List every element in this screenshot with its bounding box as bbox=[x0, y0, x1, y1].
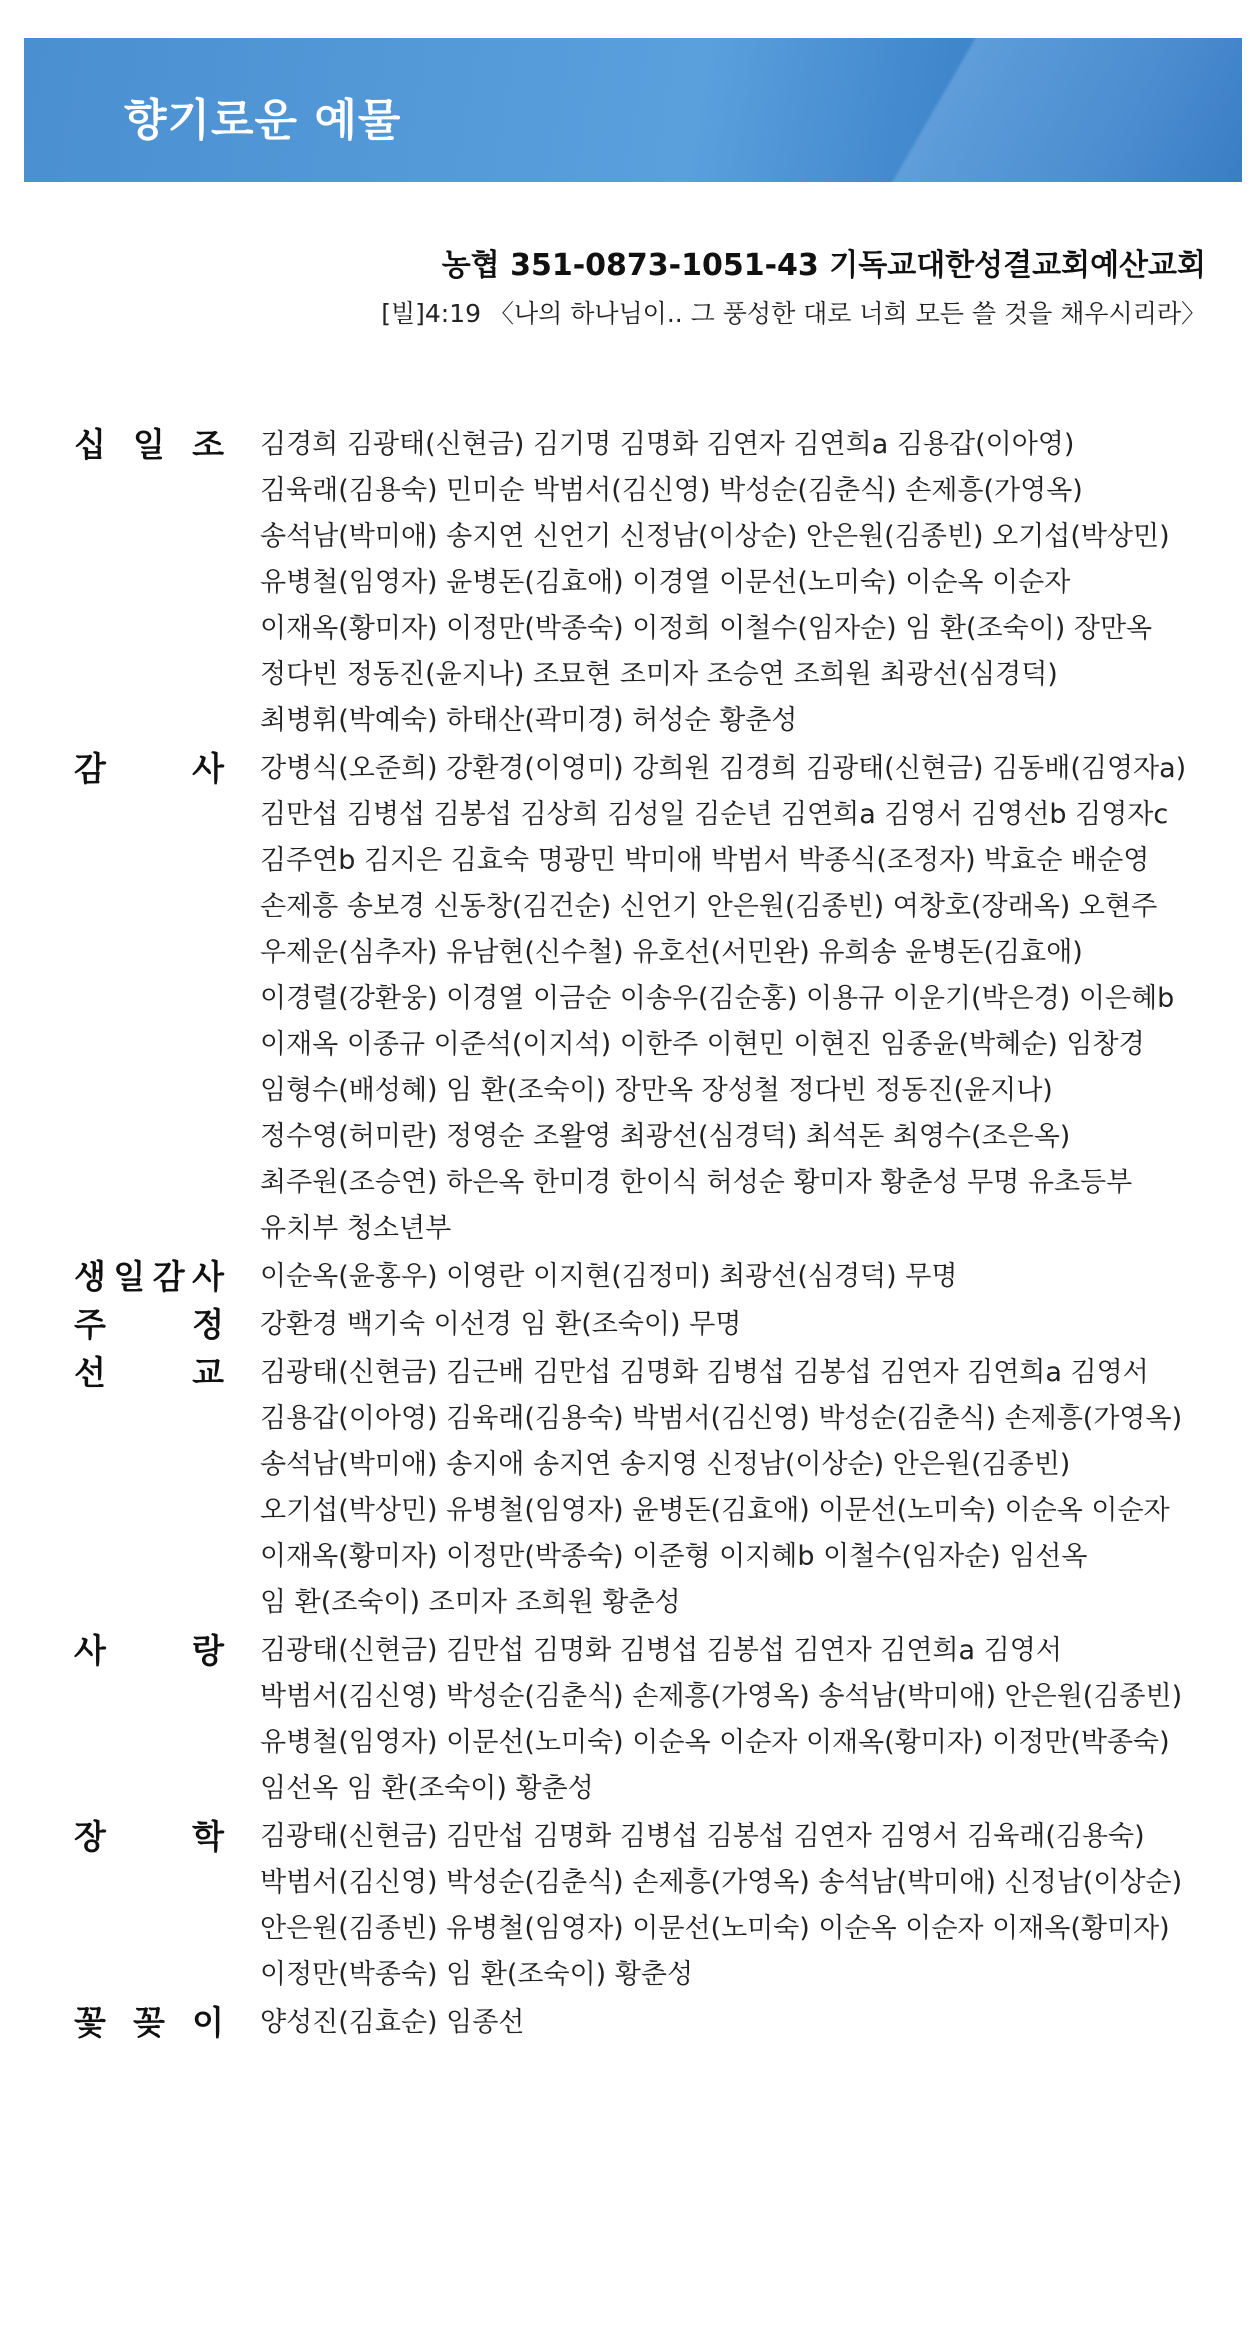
section-label-char: 일 bbox=[113, 1257, 146, 1296]
section-names: 이순옥(윤홍우) 이영란 이지현(김정미) 최광선(심경덕) 무명 bbox=[260, 1261, 958, 1292]
section-label-char: 이 bbox=[192, 2003, 224, 2042]
section-names: 김광태(신현금) 김만섭 김명화 김병섭 김봉섭 김연자 김영서 김육래(김용숙) 박범서(김신영) 박성순(김춘식) 손제흥(가영옥) 송석남(박미애) 신정남(이상순) 안은원(김종빈) 유병철(임영자) 이문선(노미숙) 이순옥 이순자 이재옥(황미자) 이정만(박종숙) 임 환(조숙이) 황춘성 bbox=[260, 1821, 1183, 1990]
section-label-char: 랑 bbox=[192, 1631, 224, 1670]
section-label-char: 십 bbox=[74, 425, 106, 464]
section-names: 김경희 김광태(신현금) 김기명 김명화 김연자 김연희a 김용갑(이아영) 김육래(김용숙) 민미순 박범서(김신영) 박성순(김춘식) 손제흥(가영옥) 송석남(박미애) 송지연 신언기 신정남(이상순) 안은원(김종빈) 오기섭(박상민) 유병철(임영자) 윤병돈(김효애) 이경열 이문선(노미숙) 이순옥 이순자 이재옥(황미자) 이정만(박종숙) 이정희 이철수(임자순) 임 환(조숙이) 장만옥 정다빈 정동진(윤지나) 조묘현 조미자 조승연 조희원 최광선(심경덕) 최병휘(박예숙) 하태산(곽미경) 허성순 황춘성 bbox=[260, 429, 1170, 736]
section-label-char: 장 bbox=[74, 1817, 106, 1856]
section-thanks bbox=[74, 746, 1194, 1252]
section-scholarship bbox=[74, 1814, 1194, 1998]
section-label-char: 일 bbox=[133, 425, 165, 464]
section-label-char: 정 bbox=[192, 1305, 224, 1344]
section-label-char: 꽃 bbox=[74, 2003, 106, 2042]
header-banner bbox=[24, 38, 1242, 182]
section-label-char: 사 bbox=[192, 749, 224, 788]
section-label-char: 감 bbox=[74, 749, 106, 788]
section-mission bbox=[74, 1350, 1194, 1626]
section-names: 강병식(오준희) 강환경(이영미) 강희원 김경희 김광태(신현금) 김동배(김영자a) 김만섭 김병섭 김봉섭 김상희 김성일 김순년 김연희a 김영서 김영선b 김영자c 김주연b 김지은 김효숙 명광민 박미애 박범서 박종식(조정자) 박효순 배순영 손제흥 송보경 신동창(김건순) 신언기 안은원(김종빈) 여창호(장래옥) 오현주 우제운(심추자) 유남현(신수철) 유호선(서민완) 유희송 윤병돈(김효애) 이경렬(강환웅) 이경열 이금순 이송우(김순홍) 이용규 이운기(박은경) 이은혜b 이재옥 이종규 이준석(이지석) 이한주 이현민 이현진 임종윤(박혜순) 임창경 임형수(배성혜) 임 환(조숙이) 장만옥 장성철 정다빈 정동진(윤지나) 정수영(허미란) 정영순 조왈영 최광선(심경덕) 최석돈 최영수(조은옥) 최주원(조승연) 하은옥 한미경 한이식 허성순 황미자 황춘성 무명 유초등부 유치부 청소년부 bbox=[260, 753, 1187, 1244]
section-names: 양성진(김효순) 임종선 bbox=[260, 2007, 525, 2038]
section-label-char: 사 bbox=[74, 1631, 106, 1670]
section-label-char: 교 bbox=[192, 1353, 224, 1392]
section-love bbox=[74, 1628, 1194, 1812]
offering-sections bbox=[74, 422, 1194, 2046]
section-label-char: 학 bbox=[192, 1817, 224, 1856]
section-label bbox=[74, 1302, 260, 1348]
section-weekly bbox=[74, 1302, 1194, 1348]
scripture-verse: [빌]4:19 〈나의 하나님이.. 그 풍성한 대로 너희 모든 쓸 것을 채우시리라〉 bbox=[381, 299, 1206, 328]
section-birthday-thanks bbox=[74, 1254, 1194, 1300]
section-label bbox=[74, 422, 260, 468]
section-label-char: 사 bbox=[192, 1257, 224, 1296]
section-tithe bbox=[74, 422, 1194, 744]
section-label-char: 감 bbox=[152, 1257, 185, 1296]
section-label-char: 조 bbox=[192, 425, 224, 464]
bank-account-line: 농협 351-0873-1051-43 기독교대한성결교회예산교회 bbox=[441, 248, 1206, 283]
section-label bbox=[74, 1254, 260, 1300]
section-names: 김광태(신현금) 김근배 김만섭 김명화 김병섭 김봉섭 김연자 김연희a 김영서 김용갑(이아영) 김육래(김용숙) 박범서(김신영) 박성순(김춘식) 손제흥(가영옥) 송석남(박미애) 송지애 송지연 송지영 신정남(이상순) 안은원(김종빈) 오기섭(박상민) 유병철(임영자) 윤병돈(김효애) 이문선(노미숙) 이순옥 이순자 이재옥(황미자) 이정만(박종숙) 이준형 이지혜b 이철수(임자순) 임선옥 임 환(조숙이) 조미자 조희원 황춘성 bbox=[260, 1357, 1183, 1618]
section-label bbox=[74, 2000, 260, 2046]
page-title: 향기로운 예물 bbox=[124, 95, 402, 146]
section-label bbox=[74, 1628, 260, 1674]
section-label-char: 꽂 bbox=[133, 2003, 165, 2042]
section-names: 강환경 백기숙 이선경 임 환(조숙이) 무명 bbox=[260, 1309, 742, 1340]
section-label-char: 주 bbox=[74, 1305, 106, 1344]
section-names: 김광태(신현금) 김만섭 김명화 김병섭 김봉섭 김연자 김연희a 김영서 박범서(김신영) 박성순(김춘식) 손제흥(가영옥) 송석남(박미애) 안은원(김종빈) 유병철(임영자) 이문선(노미숙) 이순옥 이순자 이재옥(황미자) 이정만(박종숙) 임선옥 임 환(조숙이) 황춘성 bbox=[260, 1635, 1183, 1804]
section-label-char: 선 bbox=[74, 1353, 106, 1392]
section-label bbox=[74, 1814, 260, 1860]
section-flowers bbox=[74, 2000, 1194, 2046]
section-label bbox=[74, 1350, 260, 1396]
section-label-char: 생 bbox=[74, 1257, 106, 1296]
section-label bbox=[74, 746, 260, 792]
